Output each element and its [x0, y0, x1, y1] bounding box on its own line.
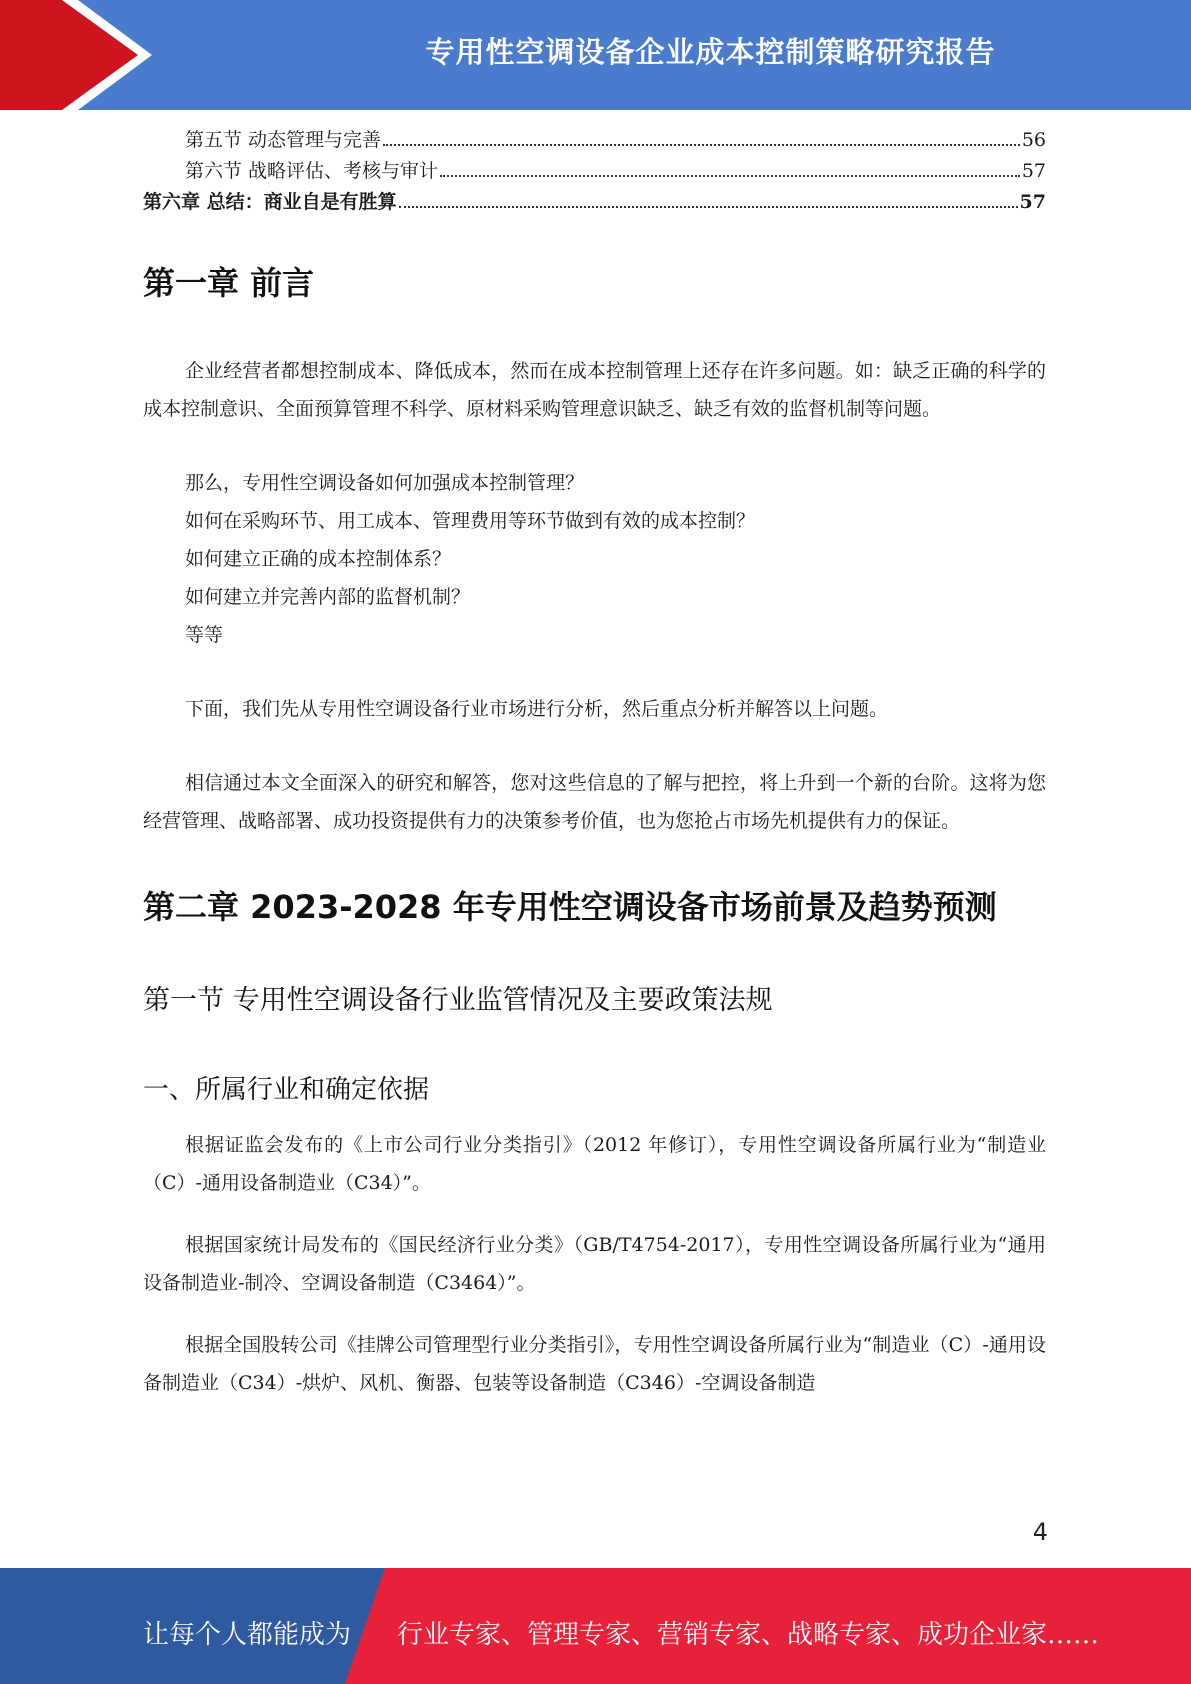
paragraph: 根据全国股转公司《挂牌公司管理型行业分类指引》，专用性空调设备所属行业为“制造业（C）-通用设备制造业（C34）-烘炉、风机、衡器、包装等设备制造（C346）-空调设备制造 [143, 1334, 1046, 1394]
paragraph: 企业经营者都想控制成本、降低成本，然而在成本控制管理上还存在许多问题。如：缺乏正确的科学的成本控制意识、全面预算管理不科学、原材料采购管理意识缺乏、缺乏有效的监督机制等问题。 [143, 360, 1046, 420]
page-number: 4 [1032, 1518, 1048, 1546]
chapter-heading: 第一章 前言 [143, 264, 315, 302]
toc-leader-dots [383, 143, 1020, 146]
toc-entry[interactable] [143, 156, 1046, 187]
paragraph: 下面，我们先从专用性空调设备行业市场进行分析，然后重点分析并解答以上问题。 [185, 698, 889, 720]
header-banner [0, 0, 1191, 110]
toc-entry-label: 第六节 战略评估、考核与审计 [185, 160, 439, 182]
question-item: 如何在采购环节、用工成本、管理费用等环节做到有效的成本控制？ [185, 510, 756, 532]
question-item: 如何建立正确的成本控制体系？ [185, 548, 452, 570]
question-item: 如何建立并完善内部的监督机制？ [185, 586, 471, 608]
toc-page-number: 56 [1021, 129, 1046, 151]
toc-page-number: 57 [1021, 160, 1046, 182]
header-chevron-decoration [0, 0, 160, 110]
page-content [143, 125, 1046, 1402]
footer-banner [0, 1568, 1191, 1684]
paragraph: 根据国家统计局发布的《国民经济行业分类》（GB/T4754-2017），专用性空调设备所属行业为“通用设备制造业-制冷、空调设备制造（C3464）”。 [143, 1234, 1046, 1294]
paragraph: 根据证监会发布的《上市公司行业分类指引》（2012 年修订），专用性空调设备所属行业为“制造业（C）-通用设备制造业（C34）”。 [143, 1134, 1046, 1194]
table-of-contents [143, 125, 1046, 218]
section-heading: 第一节 专用性空调设备行业监管情况及主要政策法规 [143, 985, 773, 1016]
footer-slogan-left: 让每个人都能成为 [143, 1620, 352, 1650]
subsection-heading: 一、所属行业和确定依据 [143, 1075, 430, 1105]
toc-page-number: 57 [1019, 191, 1046, 213]
paragraph: 相信通过本文全面深入的研究和解答，您对这些信息的了解与把控，将上升到一个新的台阶。这将为您经营管理、战略部署、成功投资提供有力的决策参考价值，也为您抢占市场先机提供有力的保证。 [143, 772, 1046, 832]
toc-leader-dots [440, 174, 1020, 177]
chapter-heading: 第二章 2023-2028 年专用性空调设备市场前景及趋势预测 [143, 888, 997, 926]
toc-entry-label: 第六章 总结：商业自是有胜算 [143, 191, 397, 213]
toc-entry[interactable] [143, 187, 1046, 218]
question-list [143, 464, 1046, 654]
document-title: 专用性空调设备企业成本控制策略研究报告 [425, 35, 996, 69]
footer-slogan-right: 行业专家、管理专家、营销专家、战略专家、成功企业家…… [397, 1620, 1100, 1650]
toc-entry[interactable] [143, 125, 1046, 156]
toc-entry-label: 第五节 动态管理与完善 [185, 129, 382, 151]
question-item: 等等 [185, 624, 224, 646]
toc-leader-dots [399, 205, 1018, 208]
question-item: 那么，专用性空调设备如何加强成本控制管理？ [185, 472, 585, 494]
